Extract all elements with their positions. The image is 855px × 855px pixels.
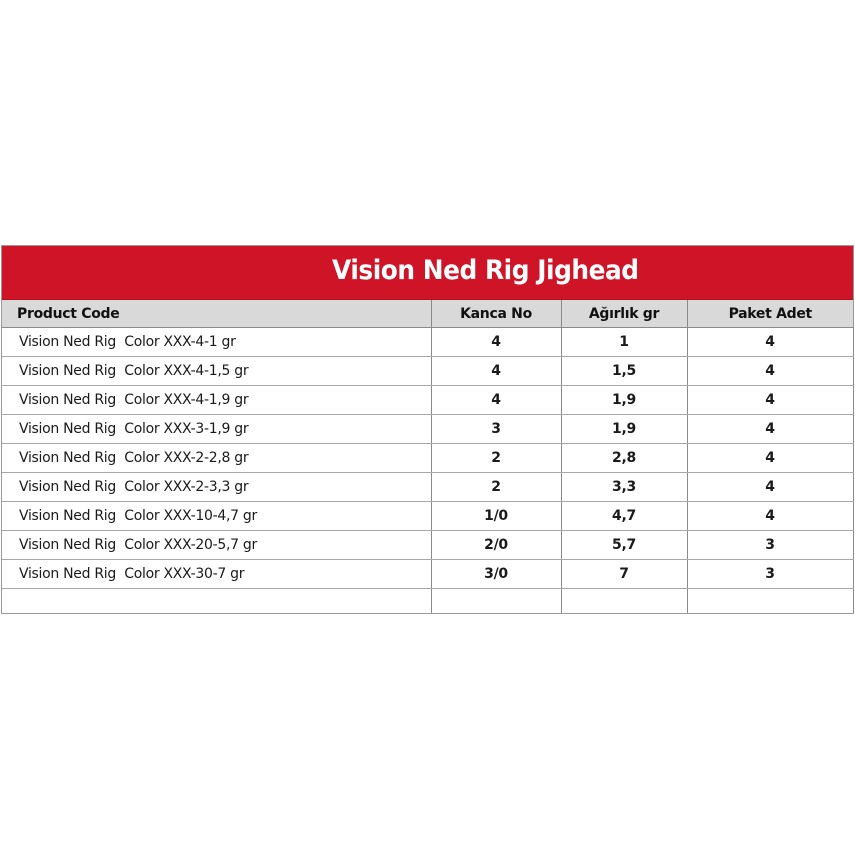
table-title-bar (2, 246, 853, 300)
cell-agirlik: 1,5 (561, 357, 687, 386)
header-paket-adet: Paket Adet (687, 300, 853, 328)
table-row (2, 502, 853, 531)
cell-paket-adet: 4 (687, 415, 853, 444)
header-kanca-no: Kanca No (431, 300, 561, 328)
cell-product-code: Vision Ned Rig Color XXX-3-1,9 gr (2, 415, 431, 444)
header-product-code: Product Code (2, 300, 431, 328)
product-table-grid (2, 300, 854, 613)
cell-product-code: Vision Ned Rig Color XXX-20-5,7 gr (2, 531, 431, 560)
cell-agirlik: 5,7 (561, 531, 687, 560)
cell-paket-adet: 4 (687, 473, 853, 502)
product-table (1, 245, 854, 614)
header-agirlik: Ağırlık gr (561, 300, 687, 328)
table-row (2, 560, 853, 589)
cell-paket-adet: 4 (687, 328, 853, 357)
cell-empty (687, 589, 853, 614)
cell-kanca-no: 1/0 (431, 502, 561, 531)
table-row (2, 444, 853, 473)
cell-kanca-no: 4 (431, 386, 561, 415)
cell-paket-adet: 3 (687, 560, 853, 589)
cell-product-code: Vision Ned Rig Color XXX-2-2,8 gr (2, 444, 431, 473)
cell-agirlik: 3,3 (561, 473, 687, 502)
cell-empty (431, 589, 561, 614)
cell-paket-adet: 3 (687, 531, 853, 560)
cell-product-code: Vision Ned Rig Color XXX-10-4,7 gr (2, 502, 431, 531)
cell-agirlik: 1,9 (561, 386, 687, 415)
table-title: Vision Ned Rig Jighead (332, 255, 639, 286)
cell-product-code: Vision Ned Rig Color XXX-4-1 gr (2, 328, 431, 357)
cell-agirlik: 7 (561, 560, 687, 589)
cell-paket-adet: 4 (687, 444, 853, 473)
header-row (2, 300, 853, 328)
table-row (2, 415, 853, 444)
cell-product-code: Vision Ned Rig Color XXX-4-1,9 gr (2, 386, 431, 415)
cell-kanca-no: 3 (431, 415, 561, 444)
cell-paket-adet: 4 (687, 357, 853, 386)
cell-paket-adet: 4 (687, 502, 853, 531)
cell-agirlik: 4,7 (561, 502, 687, 531)
cell-empty (2, 589, 431, 614)
cell-kanca-no: 2 (431, 473, 561, 502)
table-row (2, 357, 853, 386)
cell-product-code: Vision Ned Rig Color XXX-2-3,3 gr (2, 473, 431, 502)
cell-agirlik: 1 (561, 328, 687, 357)
cell-kanca-no: 2/0 (431, 531, 561, 560)
cell-agirlik: 2,8 (561, 444, 687, 473)
cell-kanca-no: 2 (431, 444, 561, 473)
cell-product-code: Vision Ned Rig Color XXX-4-1,5 gr (2, 357, 431, 386)
cell-agirlik: 1,9 (561, 415, 687, 444)
cell-paket-adet: 4 (687, 386, 853, 415)
table-row (2, 531, 853, 560)
table-row (2, 328, 853, 357)
table-row (2, 473, 853, 502)
cell-kanca-no: 4 (431, 357, 561, 386)
cell-empty (561, 589, 687, 614)
cell-kanca-no: 4 (431, 328, 561, 357)
cell-kanca-no: 3/0 (431, 560, 561, 589)
empty-row (2, 589, 853, 614)
table-row (2, 386, 853, 415)
cell-product-code: Vision Ned Rig Color XXX-30-7 gr (2, 560, 431, 589)
